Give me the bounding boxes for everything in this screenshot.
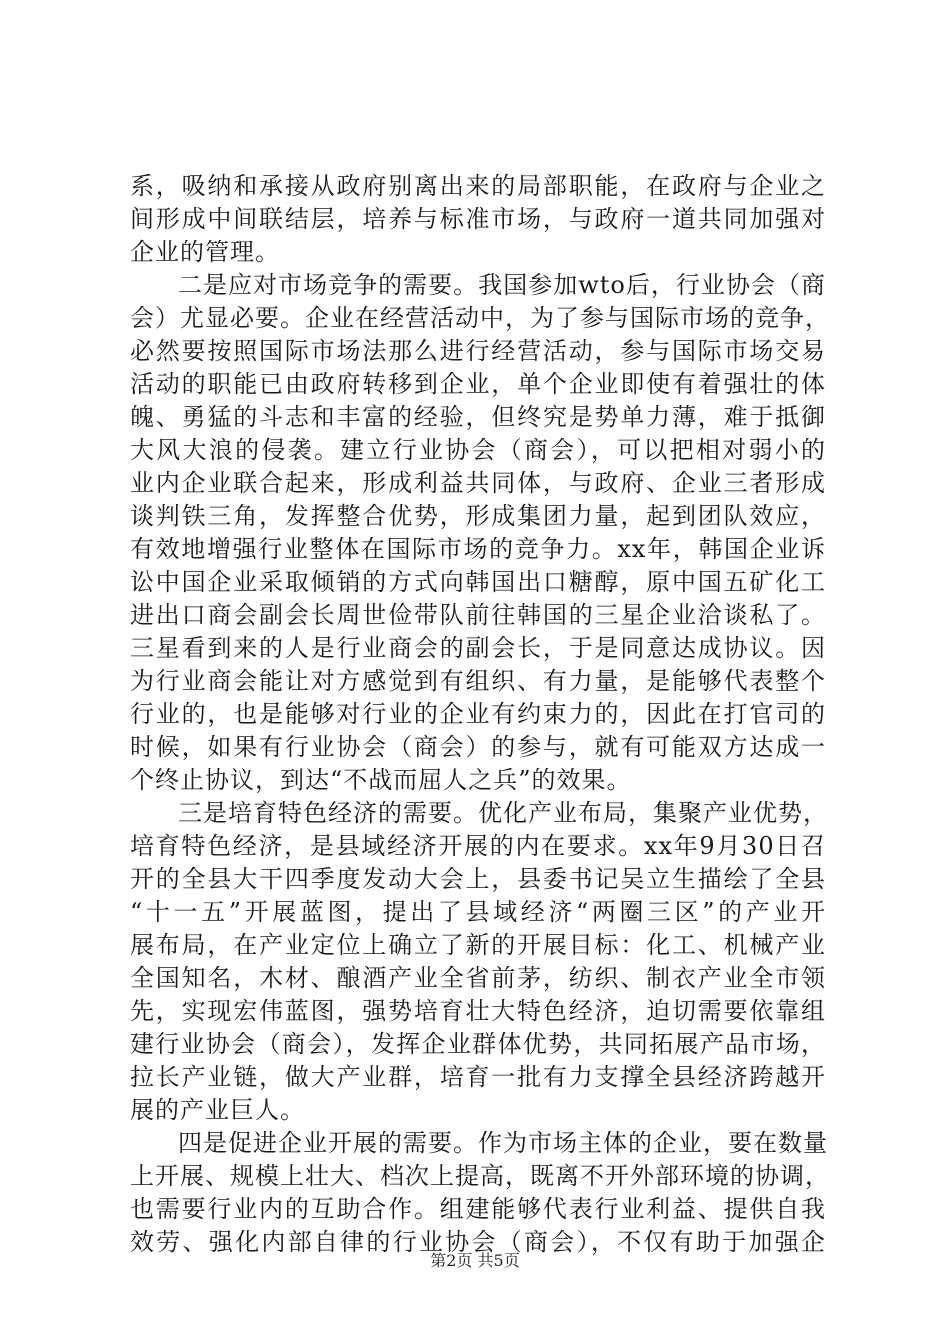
text-line: 行业的，也是能够对行业的企业有约束力的，因此在打官司的 [130,700,826,728]
text-line: 开的全县大干四季度发动大会上，县委书记吴立生描绘了全县 [130,865,826,893]
text-line: 企业的管理。 [130,238,280,266]
body-text [130,170,830,1259]
text-line: 建行业协会（商会），发挥企业群体优势，共同拓展产品市场， [130,1030,826,1058]
text-line: 进出口商会副会长周世俭带队前往韩国的三星企业洽谈私了。 [130,601,826,629]
paragraph-start-line: 四是促进企业开展的需要。作为市场主体的企业，要在数量 [178,1129,828,1157]
text-line: 个终止协议，到达“不战而屈人之兵”的效果。 [130,766,632,794]
text-line: 也需要行业内的互助合作。组建能够代表行业利益、提供自我 [130,1195,826,1223]
text-line: 为行业商会能让对方感觉到有组织、有力量，是能够代表整个 [130,667,826,695]
text-line: 全国知名，木材、酿酒产业全省前茅，纺织、制衣产业全市领 [130,964,826,992]
text-line: 展布局，在产业定位上确立了新的开展目标：化工、机械产业 [130,931,826,959]
text-line: 大风大浪的侵袭。建立行业协会（商会），可以把相对弱小的 [130,436,826,464]
text-line: 活动的职能已由政府转移到企业，单个企业即使有着强壮的体 [130,370,826,398]
text-line: 间形成中间联结层，培养与标准市场，与政府一道共同加强对 [130,205,826,233]
text-line: 必然要按照国际市场法那么进行经营活动，参与国际市场交易 [130,337,826,365]
text-line: 有效地增强行业整体在国际市场的竞争力。xx年，韩国企业诉 [130,535,826,563]
text-line: 讼中国企业采取倾销的方式向韩国出口糖醇，原中国五矿化工 [130,568,826,596]
text-line: “十一五”开展蓝图，提出了县域经济“两圈三区”的产业开 [130,898,826,926]
text-line: 拉长产业链，做大产业群，培育一批有力支撑全县经济跨越开 [130,1063,826,1091]
text-line: 效劳、强化内部自律的行业协会（商会），不仅有助于加强企 [130,1228,826,1256]
paragraph-start-line: 二是应对市场竞争的需要。我国参加wto后，行业协会（商 [178,271,826,299]
text-line: 会）尤显必要。企业在经营活动中，为了参与国际市场的竞争， [130,304,830,332]
paragraph-start-line: 三是培育特色经济的需要。优化产业布局，集聚产业优势， [178,799,828,827]
text-line: 上开展、规模上壮大、档次上提高，既离不开外部环境的协调， [130,1162,830,1190]
text-line: 展的产业巨人。 [130,1096,305,1124]
text-line: 系，吸纳和承接从政府别离出来的局部职能，在政府与企业之 [130,172,826,200]
text-line: 谈判铁三角，发挥整合优势，形成集团力量，起到团队效应， [130,502,826,530]
text-line: 魄、勇猛的斗志和丰富的经验，但终究是势单力薄，难于抵御 [130,403,826,431]
text-line: 时候，如果有行业协会（商会）的参与，就有可能双方达成一 [130,733,826,761]
text-line: 培育特色经济，是县域经济开展的内在要求。xx年9月30日召 [130,832,826,860]
text-line: 三星看到来的人是行业商会的副会长，于是同意达成协议。因 [130,634,826,662]
text-line: 先，实现宏伟蓝图，强势培育壮大特色经济，迫切需要依靠组 [130,997,826,1025]
text-line: 业内企业联合起来，形成利益共同体，与政府、企业三者形成 [130,469,826,497]
page-number-footer: 第2页 共5页 [430,1251,520,1270]
